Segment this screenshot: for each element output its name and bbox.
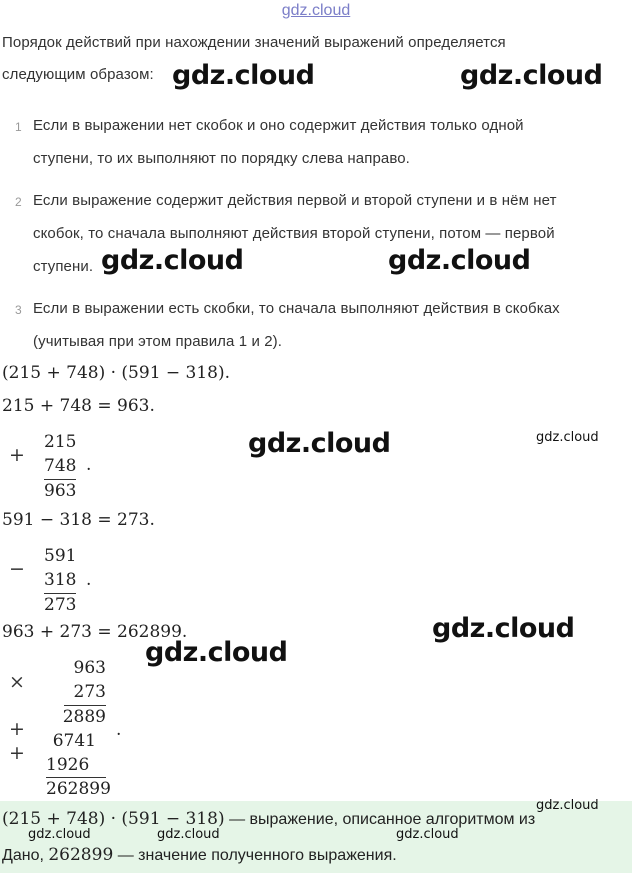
step-2-equation: 591 − 318 = 273. [2, 510, 155, 530]
rule-2-number: 2 [15, 195, 22, 209]
factor-1: 963 [73, 658, 106, 678]
addend-2: 748 [44, 456, 77, 476]
rule-3-line-1: Если в выражении есть скобки, то сначала выполняют действия в скобках [33, 300, 560, 317]
factor-2: 273 [73, 682, 106, 702]
watermark-small: gdz.cloud [157, 827, 220, 842]
watermark-small: gdz.cloud [536, 798, 599, 813]
top-watermark[interactable]: gdz.cloud [281, 2, 351, 19]
subtrahend: 318 [44, 570, 77, 590]
addition-bar [44, 479, 76, 480]
answer-line-2 [2, 845, 397, 865]
watermark-big: gdz.cloud [101, 245, 244, 276]
rule-2-line-2: скобок, то сначала выполняют действия второй ступени, потом — первой [33, 225, 555, 242]
watermark-big: gdz.cloud [432, 613, 575, 644]
answer-line-2-prefix: Дано, [2, 847, 49, 864]
partial-product-1: 2889 [62, 707, 106, 727]
intro-line-1: Порядок действий при нахождении значений выражений определяется [2, 34, 506, 51]
answer-value: 262899 [48, 845, 114, 865]
rule-1-line-1: Если в выражении нет скобок и оно содержит действия только одной [33, 117, 524, 134]
step-1-equation: 215 + 748 = 963. [2, 396, 155, 416]
answer-line-1-text: — выражение, описанное алгоритмом из [224, 811, 536, 828]
watermark-big: gdz.cloud [145, 637, 288, 668]
watermark-big: gdz.cloud [248, 428, 391, 459]
multiplication-dot: . [116, 720, 122, 740]
addend-1: 215 [44, 432, 77, 452]
watermark-big: gdz.cloud [172, 60, 315, 91]
addition-dot: . [86, 455, 92, 475]
multiplication-sign: × [9, 671, 25, 693]
minuend: 591 [44, 546, 77, 566]
partial-product-3: 1926 [46, 755, 90, 775]
subtraction-sign: − [9, 558, 25, 580]
watermark-big: gdz.cloud [388, 245, 531, 276]
step-3-equation: 963 + 273 = 262899. [2, 622, 188, 642]
subtraction-bar [44, 593, 76, 594]
answer-line-1 [2, 809, 535, 829]
rule-2-line-1: Если выражение содержит действия первой и второй ступени и в нём нет [33, 192, 557, 209]
subtraction-result: 273 [44, 595, 77, 615]
multiplication-bar-2 [46, 777, 106, 778]
watermark-small: gdz.cloud [396, 827, 459, 842]
expression: (215 + 748) · (591 − 318). [2, 363, 231, 383]
partial-product-2: 6741 [52, 731, 96, 751]
subtraction-dot: . [86, 570, 92, 590]
rule-3-number: 3 [15, 303, 22, 317]
watermark-small: gdz.cloud [28, 827, 91, 842]
plus-sign-2: + [9, 742, 25, 764]
rule-2-line-3: ступени. [33, 258, 94, 275]
plus-sign-1: + [9, 718, 25, 740]
addition-sign: + [9, 444, 25, 466]
addition-result: 963 [44, 481, 77, 501]
rule-1-number: 1 [15, 120, 22, 134]
rule-1-line-2: ступени, то их выполняют по порядку слева направо. [33, 150, 410, 167]
watermark-big: gdz.cloud [460, 60, 603, 91]
multiplication-result: 262899 [46, 779, 111, 799]
rule-3-line-2: (учитывая при этом правила 1 и 2). [33, 333, 283, 350]
answer-expression: (215 + 748) · (591 − 318) [2, 809, 225, 829]
multiplication-bar-1 [64, 705, 106, 706]
watermark-small: gdz.cloud [536, 430, 599, 445]
answer-line-2-text: — значение полученного выражения. [113, 847, 397, 864]
intro-line-2: следующим образом: [2, 66, 154, 83]
